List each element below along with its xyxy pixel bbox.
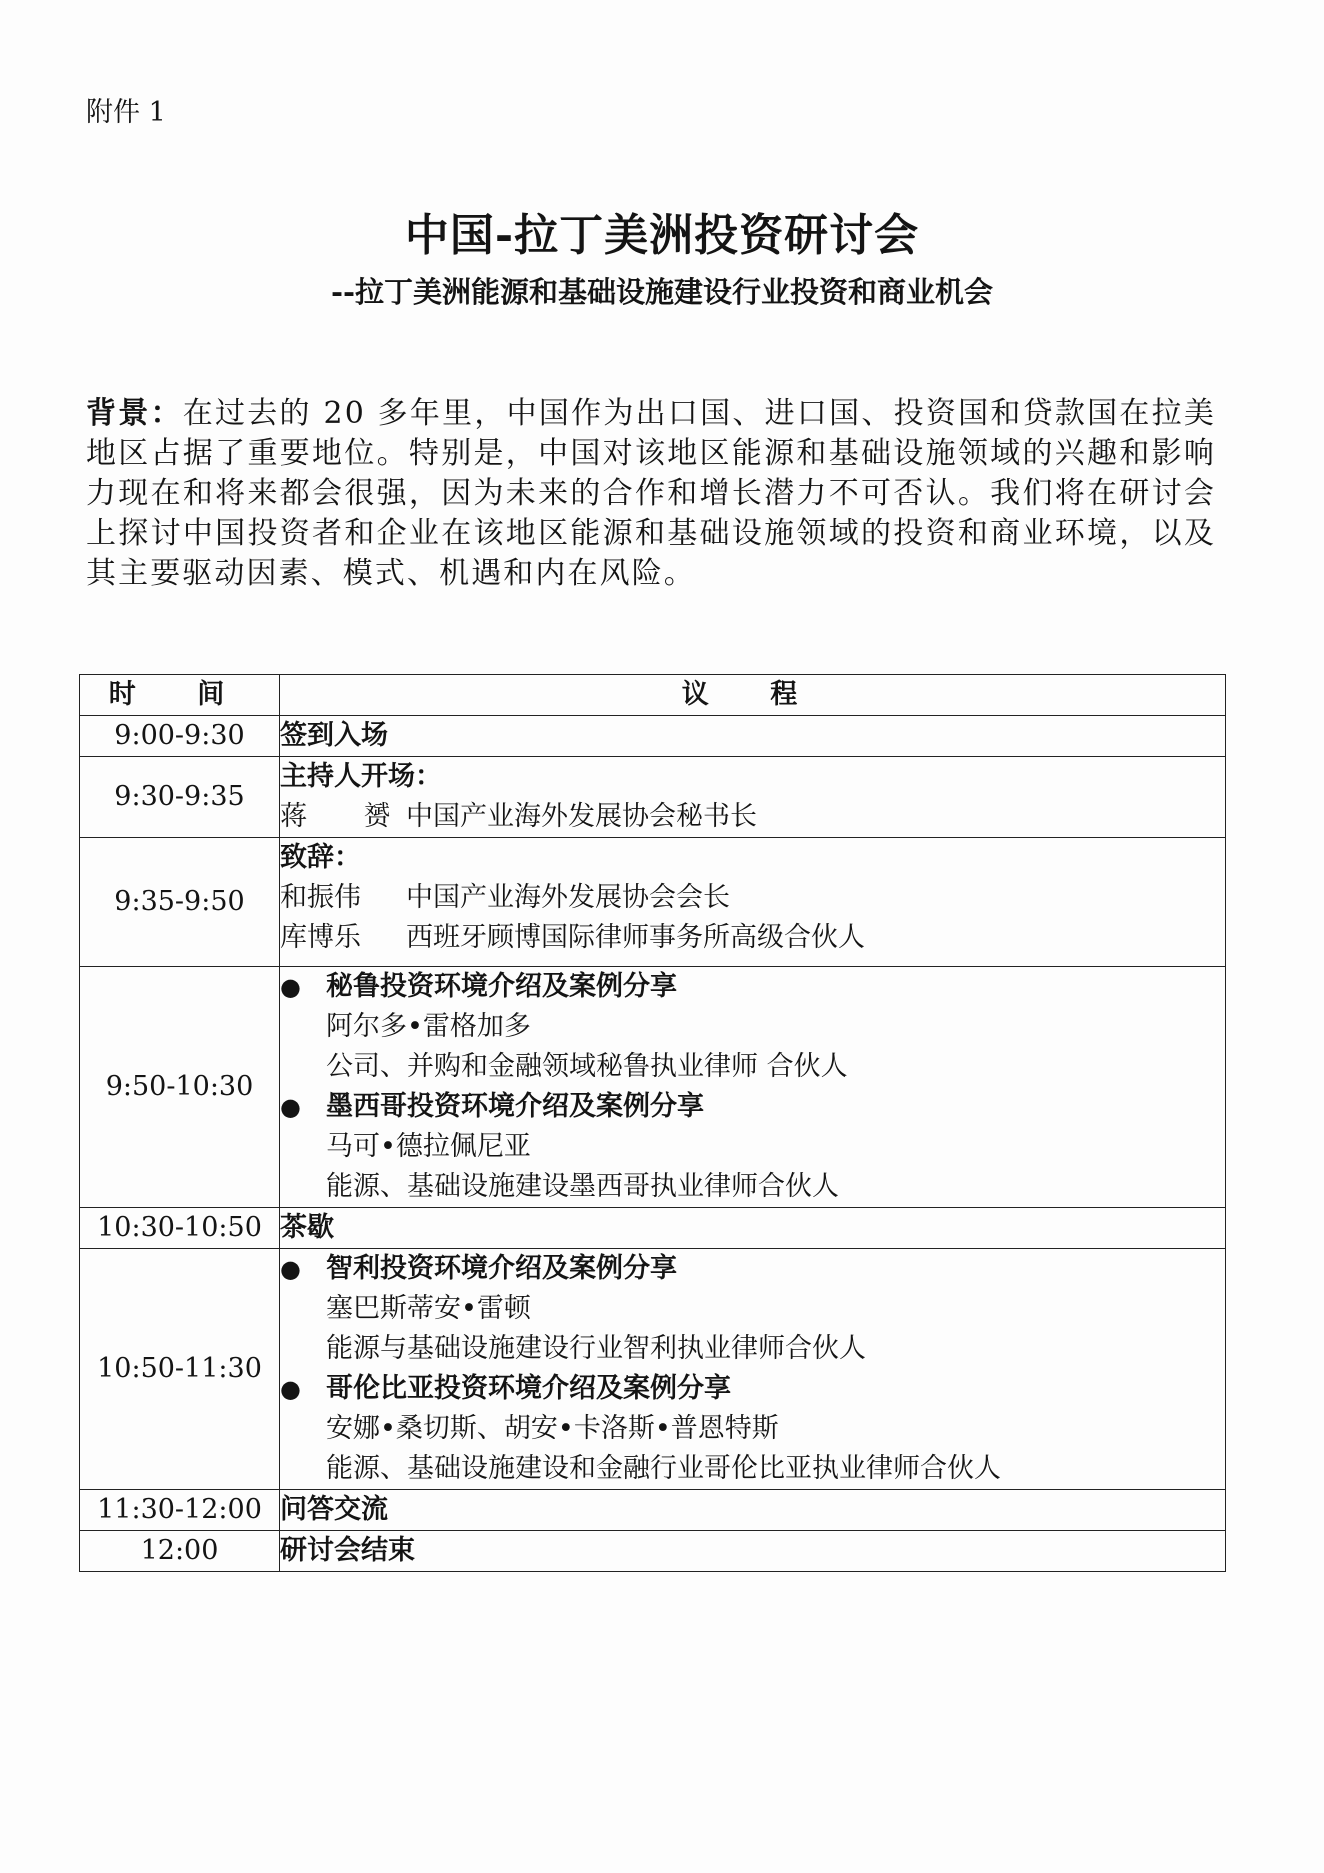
row-title: 主持人开场：	[280, 761, 442, 792]
background-paragraph	[86, 394, 1216, 594]
row-program	[280, 1249, 1226, 1490]
background-text: 在过去的 20 多年里，中国作为出口国、进口国、投资国和贷款国在拉美地区占据了重要地位。特别是，中国对该地区能源和基础设施领域的兴趣和影响力现在和将来都会很强，因为未来的合作和增长潜力不可否认。我们将在研讨会上探讨中国投资者和企业在该地区能源和基础设施领域的投资和商业环境，以及其主要驱动因素、模式、机遇和内在风险。	[86, 396, 1216, 591]
document-title: 中国-拉丁美洲投资研讨会	[404, 210, 920, 261]
row-title: 问答交流	[280, 1490, 1226, 1531]
bullet-icon: ●	[280, 1374, 301, 1403]
person-line	[280, 878, 1225, 918]
person-role: 中国产业海外发展协会秘书长	[406, 801, 757, 832]
row-time: 10:30-10:50	[80, 1208, 280, 1249]
person-line	[280, 918, 1225, 958]
topic-role: 能源、基础设施建设墨西哥执业律师合伙人	[326, 1171, 839, 1202]
table-row	[80, 716, 1226, 757]
person-name: 和振伟	[280, 882, 361, 913]
topic-role: 能源、基础设施建设和金融行业哥伦比亚执业律师合伙人	[326, 1453, 1001, 1484]
table-row	[80, 838, 1226, 967]
person-role: 中国产业海外发展协会会长	[406, 882, 730, 913]
table-row	[80, 1490, 1226, 1531]
row-program	[280, 757, 1226, 838]
topic-role: 公司、并购和金融领域秘鲁执业律师 合伙人	[326, 1051, 848, 1082]
attachment-label: 附件 1	[86, 97, 166, 128]
topic-title: ● 墨西哥投资环境介绍及案例分享	[280, 1087, 1225, 1127]
document-subtitle: --拉丁美洲能源和基础设施建设行业投资和商业机会	[330, 275, 994, 309]
topic-title: ● 秘鲁投资环境介绍及案例分享	[280, 967, 1225, 1007]
row-title: 研讨会结束	[280, 1531, 1226, 1572]
topic-role: 能源与基础设施建设行业智利执业律师合伙人	[326, 1333, 866, 1364]
topic-title: ● 智利投资环境介绍及案例分享	[280, 1249, 1225, 1289]
topic-speaker: 塞巴斯蒂安•雷顿	[326, 1293, 531, 1324]
person-role: 西班牙顾博国际律师事务所高级合伙人	[406, 922, 865, 953]
topic-speaker: 阿尔多•雷格加多	[326, 1011, 531, 1042]
table-row	[80, 757, 1226, 838]
table-row	[80, 1208, 1226, 1249]
header-program: 议 程	[280, 675, 1226, 716]
agenda-table	[79, 674, 1226, 1572]
table-row	[80, 967, 1226, 1208]
table-row	[80, 1249, 1226, 1490]
topic-speaker: 安娜•桑切斯、胡安•卡洛斯•普恩特斯	[326, 1413, 779, 1444]
row-time: 9:30-9:35	[80, 757, 280, 838]
topic-title: ● 哥伦比亚投资环境介绍及案例分享	[280, 1369, 1225, 1409]
row-time: 9:35-9:50	[80, 838, 280, 967]
row-time: 11:30-12:00	[80, 1490, 280, 1531]
table-header-row	[80, 675, 1226, 716]
row-title: 签到入场	[280, 716, 1226, 757]
row-time: 9:50-10:30	[80, 967, 280, 1208]
row-time: 10:50-11:30	[80, 1249, 280, 1490]
row-title: 致辞：	[280, 842, 361, 873]
header-time: 时 间	[80, 675, 280, 716]
topic-speaker: 马可•德拉佩尼亚	[326, 1131, 531, 1162]
person-line	[280, 797, 1225, 837]
row-program	[280, 967, 1226, 1208]
row-title: 茶歇	[280, 1208, 1226, 1249]
table-row	[80, 1531, 1226, 1572]
person-name: 蒋 赟	[280, 801, 415, 832]
bullet-icon: ●	[280, 972, 301, 1001]
bullet-icon: ●	[280, 1092, 301, 1121]
bullet-icon: ●	[280, 1254, 301, 1283]
person-name: 库博乐	[280, 922, 361, 953]
row-time: 12:00	[80, 1531, 280, 1572]
row-program	[280, 838, 1226, 967]
row-time: 9:00-9:30	[80, 716, 280, 757]
background-label: 背景：	[86, 396, 183, 431]
